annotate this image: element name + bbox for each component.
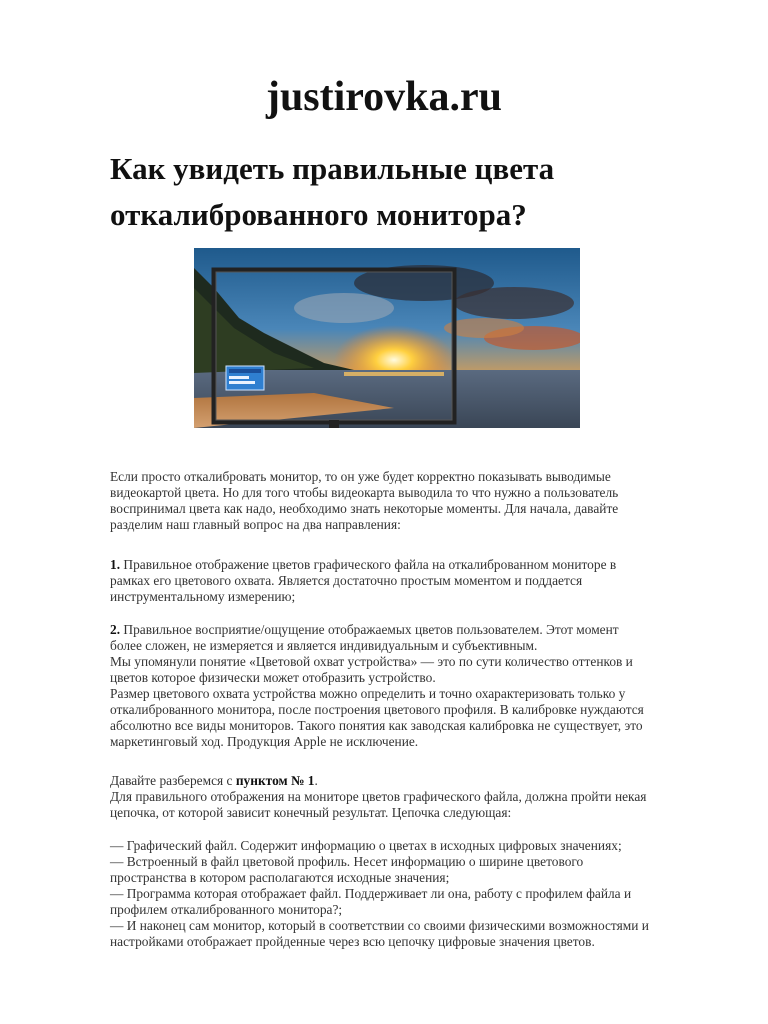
- chain-item: настройками отображает пройденные через всю цепочку цифровые значения цветов.: [110, 934, 595, 949]
- section-line: Для правильного отображения на мониторе цветов графического файла, должна пройти некая: [110, 789, 647, 804]
- section-lead-prefix: Давайте разберемся с: [110, 773, 236, 788]
- point-2-line: маркетинговый ход. Продукция Apple не исключение.: [110, 734, 419, 749]
- intro-line: разделим наш главный вопрос на два направления:: [110, 517, 401, 532]
- point-2-line: более сложен, не измеряется и является индивидуальным и субъективным.: [110, 638, 538, 653]
- section-paragraph: [110, 773, 716, 821]
- section-lead-bold: пунктом № 1: [235, 773, 315, 788]
- point-1-number: 1.: [110, 557, 121, 572]
- point-2-number: 2.: [110, 622, 121, 637]
- hero-image: [194, 248, 580, 428]
- intro-line: воспринимал цвета как надо, необходимо знать некоторые моменты. Для начала, давайте: [110, 501, 619, 516]
- chain-item: — Встроенный в файл цветовой профиль. Несет информацию о ширине цветового: [110, 854, 584, 869]
- section-line: цепочка, от которой зависит конечный результат. Цепочка следующая:: [110, 805, 512, 820]
- point-2-line: абсолютно все виды мониторов. Такого понятия как заводская калибровка не существует, это: [110, 718, 643, 733]
- point-2-line: откалиброванного монитора, после построения цветового профиля. В калибровке нуждаются: [110, 702, 644, 717]
- site-title: justirovka.ru: [265, 74, 503, 120]
- intro-line: Если просто откалибровать монитор, то он уже будет корректно показывать выводимые: [110, 469, 611, 484]
- chain-item: профилем откалиброванного монитора?;: [110, 902, 343, 917]
- point-2-line: Размер цветового охвата устройства можно определить и точно охарактеризовать только у: [110, 686, 626, 701]
- point-1-line: инструментальному измерению;: [110, 589, 296, 604]
- point-2-paragraph: [110, 622, 716, 750]
- point-1-line: рамках его цветового охвата. Является достаточно простым моментом и поддается: [110, 573, 583, 588]
- point-2-line: Мы упомянули понятие «Цветовой охват устройства» — это по сути количество оттенков и: [110, 654, 633, 669]
- point-1-text: Правильное отображение цветов графического файла на откалиброванном мониторе в: [120, 557, 617, 572]
- article-title: [110, 146, 670, 238]
- point-2-line: цветов которое физически может отобразить устройство.: [110, 670, 436, 685]
- section-lead-suffix: .: [314, 773, 318, 788]
- chain-list: [110, 838, 716, 950]
- point-2-line: [110, 622, 716, 638]
- section-lead: [110, 773, 716, 789]
- chain-item: — И наконец сам монитор, который в соответствии со своими физическими возможностями и: [110, 918, 649, 933]
- intro-paragraph: [110, 469, 716, 533]
- article-title-line: Как увидеть правильные цвета: [110, 151, 555, 186]
- chain-item: — Программа которая отображает файл. Поддерживает ли она, работу с профилем файла и: [110, 886, 632, 901]
- chain-item: — Графический файл. Содержит информацию о цветах в исходных цифровых значениях;: [110, 838, 622, 853]
- point-2-text: Правильное восприятие/ощущение отображаемых цветов пользователем. Этот момент: [120, 622, 619, 637]
- point-1-line: [110, 557, 716, 573]
- intro-line: видеокартой цвета. Но для того чтобы видеокарта выводила то что нужно а пользователь: [110, 485, 619, 500]
- chain-item: пространства в котором располагаются исходные значения;: [110, 870, 450, 885]
- article-title-line: откалиброванного монитора?: [110, 197, 527, 232]
- point-1-paragraph: [110, 557, 716, 605]
